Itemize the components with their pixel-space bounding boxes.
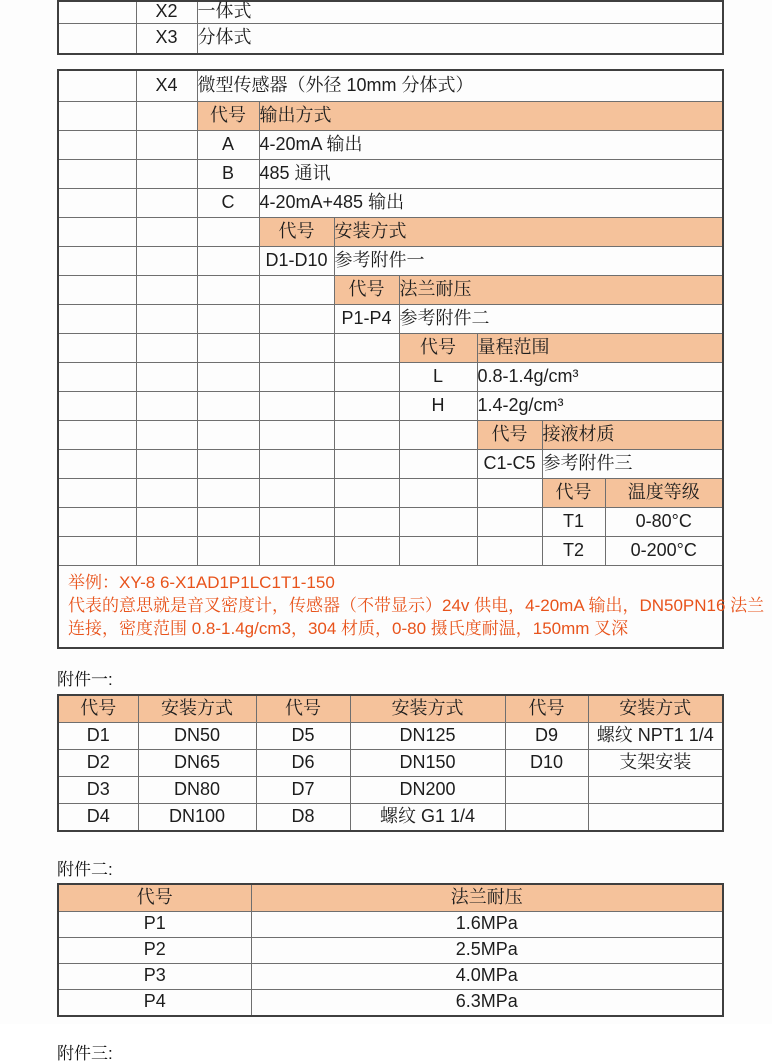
column-header-code: 代号 (197, 101, 259, 130)
table-row (58, 776, 723, 803)
empty-cell (58, 449, 136, 478)
empty-cell (334, 391, 399, 420)
empty-cell (334, 507, 399, 536)
empty-cell (58, 275, 136, 304)
empty-cell (197, 507, 259, 536)
empty-cell (58, 333, 136, 362)
spec-content (57, 0, 765, 1063)
example-line-3: 连接，密度范围 0.8-1.4g/cm3，304 材质，0-80 摄氏度耐温，150mm 叉深 (68, 618, 629, 638)
empty-cell (136, 536, 197, 565)
example-note (58, 565, 765, 648)
attachment2-table (57, 883, 724, 1017)
empty-cell (58, 159, 136, 188)
code-cell: X4 (136, 70, 197, 102)
cell: DN50 (138, 722, 256, 749)
empty-cell (197, 362, 259, 391)
desc-cell: 参考附件二 (399, 304, 723, 333)
empty-cell (197, 478, 259, 507)
code-cell: T1 (542, 507, 605, 536)
attachment2-label: 附件二: (57, 859, 113, 879)
empty-cell (259, 507, 334, 536)
header-range (58, 333, 723, 362)
column-header-label: 法兰耐压 (399, 275, 723, 304)
cell: 支架安装 (588, 749, 723, 776)
cell: DN80 (138, 776, 256, 803)
column-header: 法兰耐压 (251, 884, 723, 912)
code-cell: X2 (136, 1, 197, 23)
empty-cell (259, 333, 334, 362)
column-header-code: 代号 (334, 275, 399, 304)
empty-cell (334, 478, 399, 507)
row-mounting-d (58, 246, 723, 275)
empty-cell (58, 391, 136, 420)
attachment1-table (57, 694, 724, 832)
empty-cell (259, 478, 334, 507)
empty-cell (259, 275, 334, 304)
desc-cell: 4-20mA+485 输出 (259, 188, 723, 217)
cell: P2 (58, 937, 251, 963)
row-temp-t1 (58, 507, 723, 536)
empty-cell (197, 275, 259, 304)
row-range-h (58, 391, 723, 420)
cell: 6.3MPa (251, 989, 723, 1016)
column-header: 安装方式 (138, 695, 256, 723)
code-cell: T2 (542, 536, 605, 565)
cell: 4.0MPa (251, 963, 723, 989)
column-header-code: 代号 (399, 333, 477, 362)
column-header-label: 量程范围 (477, 333, 723, 362)
attachment3-label: 附件三: (57, 1043, 113, 1063)
cell (588, 803, 723, 831)
example-line-2: 代表的意思就是音叉密度计，传感器（不带显示）24v 供电，4-20mA 输出，DN50PN16 法兰 (68, 595, 765, 615)
code-cell: H (399, 391, 477, 420)
empty-cell (58, 23, 136, 54)
table-row (58, 803, 723, 831)
column-header: 安装方式 (350, 695, 505, 723)
desc-cell: 4-20mA 输出 (259, 130, 723, 159)
column-header-label: 温度等级 (605, 478, 723, 507)
header-flange-pressure (58, 275, 723, 304)
cell: D4 (58, 803, 138, 831)
empty-cell (197, 420, 259, 449)
empty-cell (197, 449, 259, 478)
table-row (58, 722, 723, 749)
empty-cell (136, 188, 197, 217)
header-mounting (58, 217, 723, 246)
row-range-l (58, 362, 723, 391)
row-example (58, 565, 723, 648)
cell: DN125 (350, 722, 505, 749)
empty-cell (399, 478, 477, 507)
model-type-table (57, 0, 724, 55)
empty-cell (58, 420, 136, 449)
row-temp-t2 (58, 536, 723, 565)
row-output-a (58, 130, 723, 159)
column-header-label: 安装方式 (334, 217, 723, 246)
empty-cell (399, 507, 477, 536)
empty-cell (259, 362, 334, 391)
table-row (58, 989, 723, 1016)
empty-cell (399, 536, 477, 565)
cell: D10 (505, 749, 588, 776)
cell: 2.5MPa (251, 937, 723, 963)
code-cell: L (399, 362, 477, 391)
empty-cell (259, 420, 334, 449)
empty-cell (58, 478, 136, 507)
code-cell: C1-C5 (477, 449, 542, 478)
empty-cell (136, 130, 197, 159)
column-header-code: 代号 (477, 420, 542, 449)
desc-cell: 0.8-1.4g/cm³ (477, 362, 723, 391)
header-output-mode (58, 101, 723, 130)
cell: 螺纹 G1 1/4 (350, 803, 505, 831)
cell: D2 (58, 749, 138, 776)
empty-cell (197, 217, 259, 246)
empty-cell (136, 159, 197, 188)
column-header: 代号 (58, 884, 251, 912)
example-line-1: 举例：XY-8 6-X1AD1P1LC1T1-150 (68, 572, 335, 592)
cell (588, 776, 723, 803)
empty-cell (197, 536, 259, 565)
empty-cell (334, 333, 399, 362)
column-header-code: 代号 (259, 217, 334, 246)
column-header: 代号 (505, 695, 588, 723)
empty-cell (477, 478, 542, 507)
table-row (58, 749, 723, 776)
cell: DN200 (350, 776, 505, 803)
empty-cell (259, 536, 334, 565)
cell (505, 776, 588, 803)
desc-cell: 分体式 (197, 23, 723, 54)
empty-cell (334, 449, 399, 478)
column-header: 安装方式 (588, 695, 723, 723)
attachment1-label: 附件一: (57, 669, 113, 689)
empty-cell (58, 507, 136, 536)
empty-cell (136, 420, 197, 449)
row-x2 (58, 1, 723, 23)
cell: DN65 (138, 749, 256, 776)
empty-cell (197, 246, 259, 275)
cell: D9 (505, 722, 588, 749)
desc-cell: 1.4-2g/cm³ (477, 391, 723, 420)
cell: D3 (58, 776, 138, 803)
cell: 螺纹 NPT1 1/4 (588, 722, 723, 749)
empty-cell (197, 391, 259, 420)
empty-cell (477, 536, 542, 565)
desc-cell: 参考附件三 (542, 449, 723, 478)
code-cell: B (197, 159, 259, 188)
desc-cell: 0-80°C (605, 507, 723, 536)
empty-cell (259, 449, 334, 478)
empty-cell (399, 449, 477, 478)
header-temperature-class (58, 478, 723, 507)
table-row (58, 963, 723, 989)
empty-cell (477, 507, 542, 536)
row-x4 (58, 70, 723, 102)
empty-cell (58, 1, 136, 23)
code-cell: C (197, 188, 259, 217)
desc-cell: 一体式 (197, 1, 723, 23)
cell: DN100 (138, 803, 256, 831)
row-material-c (58, 449, 723, 478)
column-header: 代号 (256, 695, 350, 723)
desc-cell: 0-200°C (605, 536, 723, 565)
empty-cell (58, 362, 136, 391)
column-header: 代号 (58, 695, 138, 723)
cell: P1 (58, 911, 251, 937)
column-header-label: 输出方式 (259, 101, 723, 130)
empty-cell (197, 304, 259, 333)
cell: D8 (256, 803, 350, 831)
empty-cell (58, 304, 136, 333)
cell: D6 (256, 749, 350, 776)
empty-cell (136, 362, 197, 391)
empty-cell (58, 130, 136, 159)
cell (505, 803, 588, 831)
empty-cell (58, 246, 136, 275)
desc-cell: 485 通讯 (259, 159, 723, 188)
empty-cell (136, 449, 197, 478)
model-selection-table (57, 69, 765, 649)
desc-cell: 参考附件一 (334, 246, 723, 275)
empty-cell (136, 304, 197, 333)
empty-cell (136, 333, 197, 362)
desc-cell: 微型传感器（外径 10mm 分体式） (197, 70, 723, 102)
attachment2-header-row (58, 884, 723, 912)
row-x3 (58, 23, 723, 54)
code-cell: X3 (136, 23, 197, 54)
cell: D1 (58, 722, 138, 749)
cell: P4 (58, 989, 251, 1016)
header-wetted-material (58, 420, 723, 449)
empty-cell (334, 362, 399, 391)
empty-cell (197, 333, 259, 362)
code-cell: P1-P4 (334, 304, 399, 333)
cell: 1.6MPa (251, 911, 723, 937)
empty-cell (136, 507, 197, 536)
empty-cell (259, 304, 334, 333)
empty-cell (58, 70, 136, 102)
empty-cell (136, 217, 197, 246)
column-header-code: 代号 (542, 478, 605, 507)
row-flange-p (58, 304, 723, 333)
row-output-b (58, 159, 723, 188)
cell: DN150 (350, 749, 505, 776)
empty-cell (58, 217, 136, 246)
attachment1-header-row (58, 695, 723, 723)
column-header-label: 接液材质 (542, 420, 723, 449)
cell: D7 (256, 776, 350, 803)
empty-cell (58, 188, 136, 217)
empty-cell (136, 275, 197, 304)
empty-cell (136, 101, 197, 130)
row-output-c (58, 188, 723, 217)
cell: P3 (58, 963, 251, 989)
empty-cell (334, 420, 399, 449)
empty-cell (136, 478, 197, 507)
empty-cell (334, 536, 399, 565)
empty-cell (136, 246, 197, 275)
cell: D5 (256, 722, 350, 749)
code-cell: D1-D10 (259, 246, 334, 275)
empty-cell (259, 391, 334, 420)
empty-cell (58, 536, 136, 565)
empty-cell (399, 420, 477, 449)
empty-cell (136, 391, 197, 420)
table-row (58, 911, 723, 937)
code-cell: A (197, 130, 259, 159)
table-row (58, 937, 723, 963)
empty-cell (58, 101, 136, 130)
